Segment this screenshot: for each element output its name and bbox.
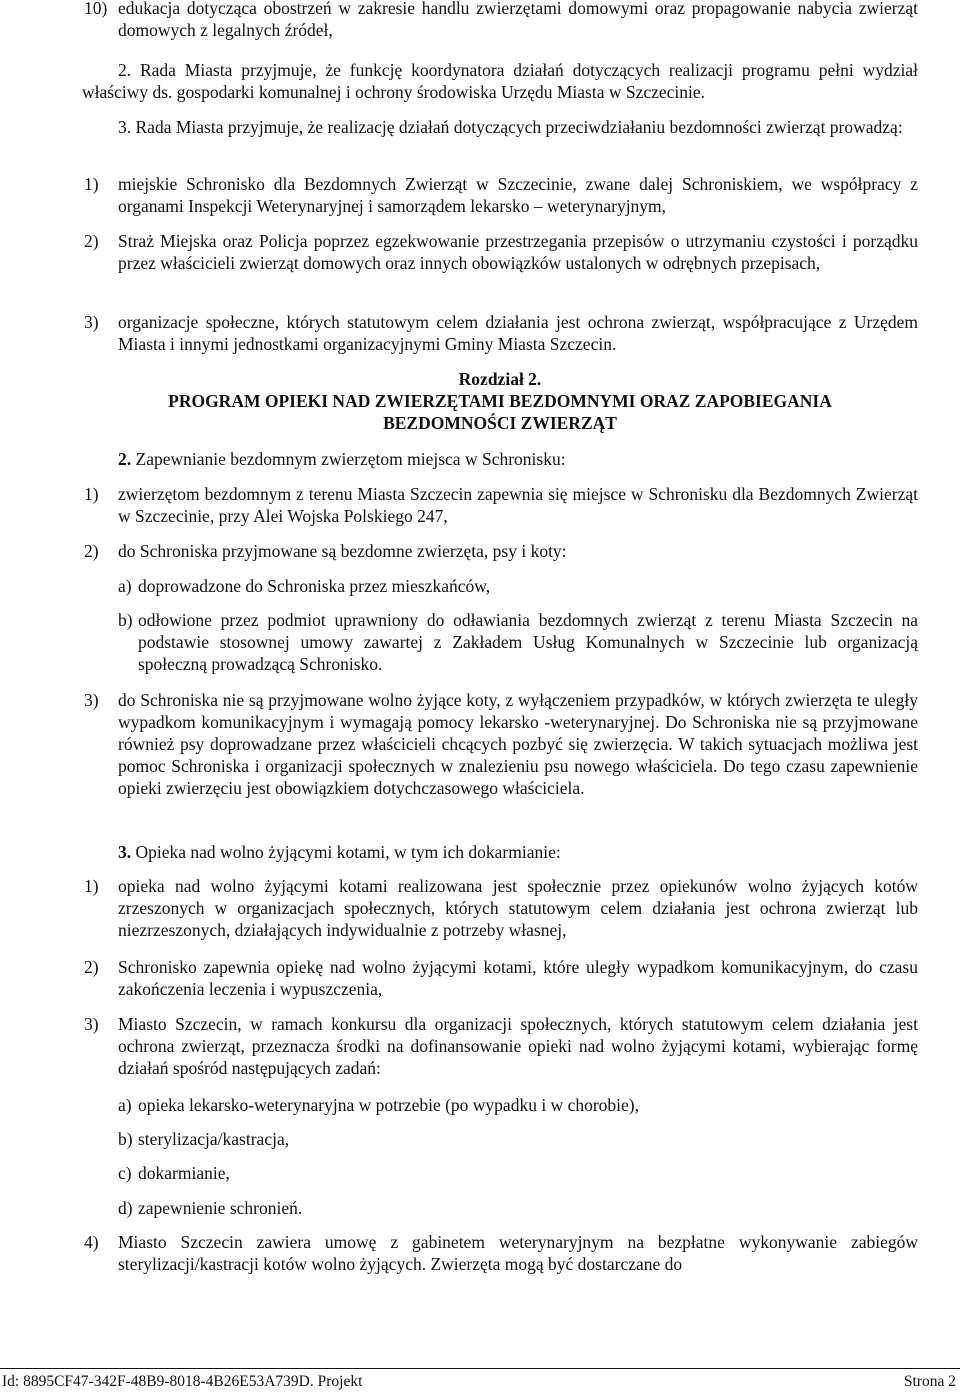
item-number: 2): [84, 957, 99, 977]
item-number: 1): [84, 876, 99, 896]
list-item-text: zwierzętom bezdomnym z terenu Miasta Szczecin zapewnia się miejsce w Schronisku dla Bezdomnych Zwierząt w Szczecinie, przy Alei Wojska Polskiego 247,: [118, 484, 918, 526]
section-text: Opieka nad wolno żyjącymi kotami, w tym ich dokarmianie:: [135, 842, 561, 862]
subitem-text: zapewnienie schronień.: [138, 1198, 303, 1218]
subitem-letter: c): [118, 1163, 132, 1183]
list-item-text: organizacje społeczne, których statutowym celem działania jest ochrona zwierząt, współpracujące z Urzędem Miasta i innymi jednostkami organizacyjnymi Gminy Miasta Szczecin.: [118, 312, 918, 354]
item-number: 3): [84, 312, 99, 332]
page-number: Strona 2: [903, 1373, 956, 1390]
subitem-letter: a): [118, 576, 132, 596]
chapter-label: Rozdział 2.: [458, 369, 542, 389]
item-number: 2): [84, 231, 99, 251]
list-item-text: miejskie Schronisko dla Bezdomnych Zwierząt w Szczecinie, zwane dalej Schroniskiem, we współpracy z organami Inspekcji Weterynaryjnej i samorządem lekarsko – weterynaryjnym,: [118, 174, 918, 216]
item-number: 1): [84, 174, 99, 194]
item-number: 2): [84, 541, 99, 561]
section-number: 3.: [118, 842, 132, 862]
subitem-text: opieka lekarsko-weterynaryjna w potrzebie (po wypadku i w chorobie),: [138, 1095, 639, 1115]
subitem-letter: d): [118, 1198, 133, 1218]
section-3-heading: [82, 841, 918, 863]
page-footer: [0, 1368, 960, 1390]
subitem-letter: b): [118, 1129, 133, 1149]
chapter-title-line-1: PROGRAM OPIEKI NAD ZWIERZĘTAMI BEZDOMNYMI ORAZ ZAPOBIEGANIA: [168, 391, 832, 411]
subitem-text: sterylizacja/kastracja,: [138, 1129, 290, 1149]
list-item-text: Miasto Szczecin zawiera umowę z gabinetem weterynaryjnym na bezpłatne wykonywanie zabiegów sterylizacji/kastracji kotów wolno żyjących. Zwierzęta mogą być dostarczane do: [118, 1232, 918, 1274]
list-item-text: Straż Miejska oraz Policja poprzez egzekwowanie przestrzegania przepisów o utrzymaniu czystości i porządku przez właścicieli zwierząt domowych oraz innych obowiązków ustalonych w odrębnych przepisach,: [118, 231, 918, 273]
item-number: 3): [84, 690, 99, 710]
list-item-text: edukacja dotycząca obostrzeń w zakresie handlu zwierzętami domowymi oraz propagowanie nabycia zwierząt domowych z legalnych źródeł,: [118, 0, 918, 40]
list-item-text: Miasto Szczecin, w ramach konkursu dla organizacji społecznych, których statutowym celem działania jest ochrona zwierząt, przeznacza środki na dofinansowanie opieki nad wolno żyjącymi kotami, wybierając formę działań spośród następujących zadań:: [118, 1014, 918, 1078]
item-number: 4): [84, 1232, 99, 1252]
item-number: 1): [84, 484, 99, 504]
paragraph-3: 3. Rada Miasta przyjmuje, że realizację działań dotyczących przeciwdziałaniu bezdomności zwierząt prowadzą:: [118, 117, 903, 137]
list-item-text: Schronisko zapewnia opiekę nad wolno żyjącymi kotami, które uległy wypadkom komunikacyjnym, do czasu zakończenia leczenia i wypuszczenia,: [118, 957, 918, 999]
subitem-text: dokarmianie,: [138, 1163, 230, 1183]
chapter-title-line-2: BEZDOMNOŚCI ZWIERZĄT: [383, 413, 617, 433]
paragraph-2: 2. Rada Miasta przyjmuje, że funkcję koordynatora działań dotyczących realizacji programu pełni wydział właściwy ds. gospodarki komunalnej i ochrony środowiska Urzędu Miasta w Szczecinie.: [82, 60, 918, 102]
section-2-heading: [82, 448, 918, 470]
document-id: Id: 8895CF47-342F-48B9-8018-4B26E53A739D. Projekt: [2, 1373, 363, 1390]
subitem-letter: b): [118, 610, 133, 630]
subitem-letter: a): [118, 1095, 132, 1115]
list-item-text: opieka nad wolno żyjącymi kotami realizowana jest społecznie przez opiekunów wolno żyjących kotów zrzeszonych w organizacjach społecznych, których statutowym celem działania jest ochrona zwierząt lub niezrzeszonych, działających indywidualnie z potrzeby własnej,: [118, 876, 918, 940]
list-item-text: do Schroniska nie są przyjmowane wolno żyjące koty, z wyłączeniem przypadków, w których zwierzęta te uległy wypadkom komunikacyjnym i wymagają pomocy lekarsko -weterynaryjnej. Do Schroniska nie są przyjmowane również psy doprowadzane przez właścicieli chcących pozbyć się zwierzęcia. W takich sytuacjach możliwa jest pomoc Schroniska i organizacji społecznych w znalezieniu psu nowego właściciela. Do tego czasu zapewnienie opieki zwierzęciu jest obowiązkiem dotychczasowego właściciela.: [118, 690, 918, 798]
item-number: 10): [84, 0, 108, 18]
section-number: 2.: [118, 449, 132, 469]
section-text: Zapewnianie bezdomnym zwierzętom miejsca w Schronisku:: [135, 449, 566, 469]
item-number: 3): [84, 1014, 99, 1034]
list-item-text: do Schroniska przyjmowane są bezdomne zwierzęta, psy i koty:: [118, 541, 567, 561]
subitem-text: doprowadzone do Schroniska przez mieszkańców,: [138, 576, 491, 596]
subitem-text: odłowione przez podmiot uprawniony do odławiania bezdomnych zwierząt z terenu Miasta Szczecin na podstawie stosownej umowy zawartej z Zakładem Usług Komunalnych w Szczecinie lub organizacją społeczną prowadzącą Schronisko.: [138, 610, 918, 674]
